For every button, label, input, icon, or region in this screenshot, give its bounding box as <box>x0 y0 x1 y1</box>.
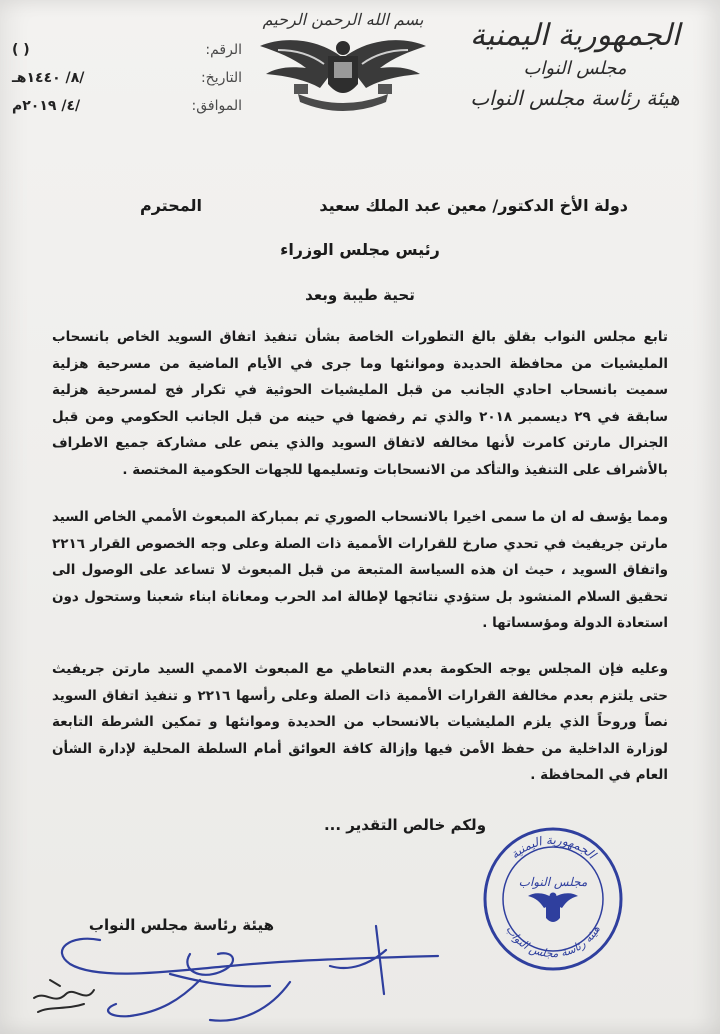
greeting: تحية طيبة وبعد <box>305 286 415 304</box>
addressee-line <box>140 196 628 215</box>
reference-number-label: الرقم: <box>205 42 242 58</box>
letterhead-organization <box>460 18 690 112</box>
stamp-eagle-icon <box>528 893 578 923</box>
addressee-name: دولة الأخ الدكتور/ معين عبد الملك سعيد <box>319 196 628 215</box>
letterhead-emblem <box>258 6 428 116</box>
body-paragraph-2: ومما يؤسف له ان ما سمى اخيرا بالانسحاب الصوري تم بمباركة المبعوث الأممي الخاص السيد مارتن جريفيث في تحدي صارخ للقرارات الأممية ذات الصلة وعلى وجه الخصوص القرار ٢٢١٦ واتفاق السويد ، حيث ان هذه السياسة المتبعة من قبل المبعوث لا تساعد على الوصول الى تحقيق السلام المنشود بل ستؤدي نتائجها لإطالة امد الحرب ومعاناة ابناء شعبنا وستحول دون استعادة الدولة ومؤسساتها . <box>52 509 668 631</box>
hijri-date-value: /٨/ ١٤٤٠هـ <box>12 70 85 86</box>
handwritten-signature <box>30 920 460 1034</box>
body-paragraph-3: وعليه فإن المجلس يوجه الحكومة بعدم التعاطي مع المبعوث الاممي السيد مارتن جريفيث حتى يلتزم بعدم مخالفة القرارات الأممية ذات الصلة وعلى رأسها ٢٢١٦ و تنفيذ اتفاق السويد نصاً وروحاً الذي يلزم المليشيات بالانسحاب من الحديدة وموانئها و تمكين الشرطة التابعة لوزارة الداخلية من حفظ الأمن فيها وإزالة كافة العوائق أمام السلطة المحلية لإدارة الشأن العام في المحافظة . <box>52 661 668 783</box>
letter-reference-block <box>12 36 242 120</box>
org-presidency-line: هيئة رئاسة مجلس النواب <box>470 86 680 110</box>
yemen-eagle-emblem-icon <box>258 28 428 116</box>
stamp-ring-top-text: الجمهورية اليمنية <box>507 832 599 862</box>
stamp-center-text: مجلس النواب <box>518 875 588 889</box>
official-stamp <box>478 824 628 974</box>
gregorian-date-value: /٤/ ٢٠١٩م <box>12 98 81 114</box>
reference-number-value: ( ) <box>12 42 30 58</box>
hijri-date-label: التاريخ: <box>200 70 242 86</box>
org-name-line: الجمهورية اليمنية <box>469 18 681 53</box>
addressee-honorific: المحترم <box>140 196 202 215</box>
closing-line: ولكم خالص التقدير ... <box>323 816 487 834</box>
gregorian-date-row <box>12 92 242 120</box>
body-paragraph-1: تابع مجلس النواب بقلق بالغ التطورات الخاصة بشأن تنفيذ اتفاق السويد الخاص بانسحاب المليشيات من محافظة الحديدة وموانئها وما جرى في الأيام الماضية من مسرحية هزلية سميت بانسحاب احادي الجانب من قبل المليشيات الحوثية في تكرار فج لمسرحية هزلية سابقة في ٢٩ ديسمبر ٢٠١٨ والذي تم رفضها في حينه من قبل الجانب الحكومي ومن قبل الجنرال مارتن كامرت لأنها مخالفه لاتفاق السويد والذي ينص على مشاركة جميع الاطراف بالأشراف على التنفيذ والتأكد من الانسحابات وتسليمها للجهات الحكومية المختصة . <box>52 329 668 478</box>
hijri-date-row <box>12 64 242 92</box>
org-council-line: مجلس النواب <box>523 58 627 79</box>
stamp-ring-bottom-text: هيئة رئاسة مجلس النواب <box>503 923 603 961</box>
signoff-line: هيئة رئاسة مجلس النواب <box>88 916 274 934</box>
reference-number-row <box>12 36 242 64</box>
addressee-title: رئيس مجلس الوزراء <box>280 240 440 259</box>
basmala: بسم الله الرحمن الرحيم <box>262 10 424 29</box>
svg-text:هيئة رئاسة مجلس النواب <box>503 923 602 960</box>
gregorian-date-label: الموافق: <box>191 98 242 114</box>
